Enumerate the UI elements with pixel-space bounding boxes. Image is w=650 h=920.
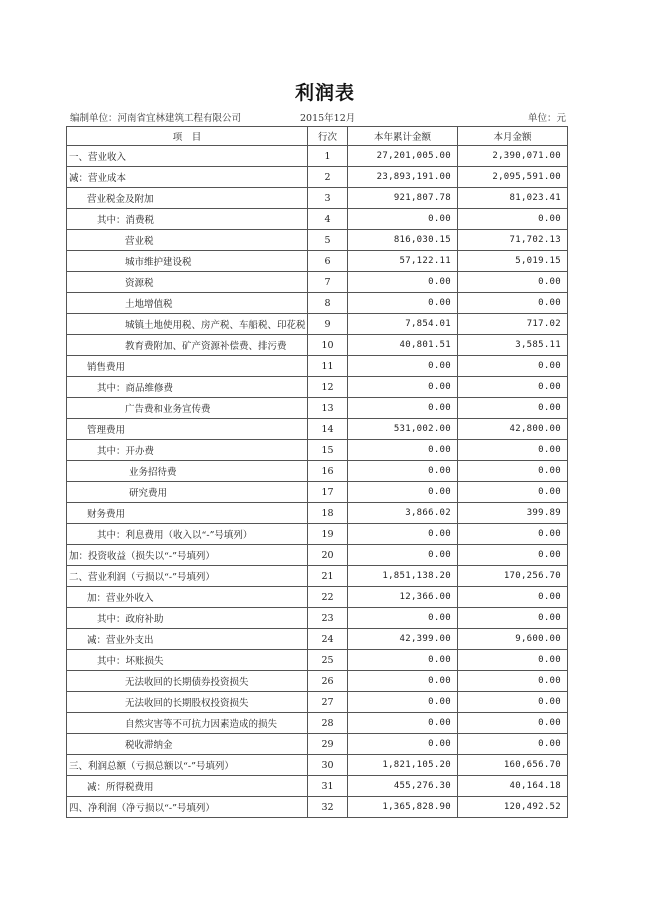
row-label: 资源税 [67,272,308,293]
table-row [67,293,568,314]
ytd-amount: 531,002.00 [348,419,458,440]
row-label: 销售费用 [67,356,308,377]
row-label: 营业税 [67,230,308,251]
row-number: 22 [308,587,348,608]
table-row [67,251,568,272]
month-amount: 0.00 [458,293,568,314]
row-number: 2 [308,167,348,188]
row-label: 研究费用 [67,482,308,503]
table-row [67,419,568,440]
month-amount: 0.00 [458,650,568,671]
table-row [67,734,568,755]
table-row [67,314,568,335]
row-label: 城市维护建设税 [67,251,308,272]
table-row [67,377,568,398]
row-number: 13 [308,398,348,419]
ytd-amount: 816,030.15 [348,230,458,251]
month-amount: 0.00 [458,671,568,692]
row-label: 税收滞纳金 [67,734,308,755]
table-row [67,272,568,293]
row-number: 27 [308,692,348,713]
ytd-amount: 40,801.51 [348,335,458,356]
month-amount: 2,095,591.00 [458,167,568,188]
ytd-amount: 7,854.01 [348,314,458,335]
row-label: 城镇土地使用税、房产税、车船税、印花税 [67,314,308,335]
table-row [67,608,568,629]
row-number: 28 [308,713,348,734]
month-amount: 0.00 [458,461,568,482]
month-amount: 40,164.18 [458,776,568,797]
header-item: 项 目 [67,127,308,146]
month-amount: 0.00 [458,356,568,377]
month-amount: 0.00 [458,209,568,230]
company-label: 编制单位：河南省宜林建筑工程有限公司 [70,113,242,124]
row-number: 8 [308,293,348,314]
ytd-amount: 0.00 [348,461,458,482]
table-row [67,356,568,377]
row-number: 20 [308,545,348,566]
table-row [67,524,568,545]
row-number: 3 [308,188,348,209]
row-number: 6 [308,251,348,272]
row-number: 17 [308,482,348,503]
row-label: 其中：政府补助 [67,608,308,629]
table-row [67,629,568,650]
month-amount: 170,256.70 [458,566,568,587]
table-row [67,503,568,524]
header-row-no: 行次 [308,127,348,146]
ytd-amount: 0.00 [348,671,458,692]
row-label: 业务招待费 [67,461,308,482]
month-amount: 0.00 [458,545,568,566]
ytd-amount: 27,201,005.00 [348,146,458,167]
table-row [67,440,568,461]
table-row [67,398,568,419]
header-month: 本月金额 [458,127,568,146]
table-row [67,209,568,230]
month-amount: 9,600.00 [458,629,568,650]
ytd-amount: 23,893,191.00 [348,167,458,188]
month-amount: 0.00 [458,482,568,503]
month-amount: 717.02 [458,314,568,335]
header-ytd: 本年累计金额 [348,127,458,146]
row-label: 自然灾害等不可抗力因素造成的损失 [67,713,308,734]
table-row [67,545,568,566]
ytd-amount: 0.00 [348,293,458,314]
income-statement-table [66,126,568,818]
ytd-amount: 0.00 [348,650,458,671]
row-label: 其中：消费税 [67,209,308,230]
row-number: 31 [308,776,348,797]
row-number: 21 [308,566,348,587]
month-amount: 0.00 [458,377,568,398]
ytd-amount: 0.00 [348,713,458,734]
ytd-amount: 1,821,105.20 [348,755,458,776]
row-label: 其中：坏账损失 [67,650,308,671]
row-label: 营业税金及附加 [67,188,308,209]
ytd-amount: 0.00 [348,377,458,398]
row-label: 三、利润总额（亏损总额以“-”号填列） [67,755,308,776]
table-row [67,776,568,797]
table-row [67,692,568,713]
month-amount: 0.00 [458,692,568,713]
ytd-amount: 0.00 [348,692,458,713]
row-number: 11 [308,356,348,377]
table-row [67,482,568,503]
row-label: 其中：利息费用（收入以“-”号填列） [67,524,308,545]
ytd-amount: 1,851,138.20 [348,566,458,587]
table-row [67,587,568,608]
month-amount: 0.00 [458,398,568,419]
table-row [67,188,568,209]
month-amount: 160,656.70 [458,755,568,776]
row-label: 无法收回的长期股权投资损失 [67,692,308,713]
month-amount: 42,800.00 [458,419,568,440]
ytd-amount: 0.00 [348,272,458,293]
row-number: 18 [308,503,348,524]
table-header-row [67,127,568,146]
month-amount: 2,390,071.00 [458,146,568,167]
row-label: 土地增值税 [67,293,308,314]
month-amount: 0.00 [458,608,568,629]
row-number: 23 [308,608,348,629]
ytd-amount: 3,866.02 [348,503,458,524]
row-number: 5 [308,230,348,251]
row-number: 14 [308,419,348,440]
row-label: 无法收回的长期债券投资损失 [67,671,308,692]
report-period: 2015年12月 [300,113,356,124]
row-number: 24 [308,629,348,650]
month-amount: 71,702.13 [458,230,568,251]
row-number: 25 [308,650,348,671]
month-amount: 399.89 [458,503,568,524]
ytd-amount: 57,122.11 [348,251,458,272]
row-label: 其中：开办费 [67,440,308,461]
row-label: 加：投资收益（损失以“-”号填列） [67,545,308,566]
row-label: 减：所得税费用 [67,776,308,797]
row-number: 9 [308,314,348,335]
ytd-amount: 921,807.78 [348,188,458,209]
row-number: 7 [308,272,348,293]
row-label: 一、营业收入 [67,146,308,167]
ytd-amount: 0.00 [348,734,458,755]
month-amount: 0.00 [458,272,568,293]
row-number: 4 [308,209,348,230]
table-row [67,167,568,188]
table-row [67,755,568,776]
currency-unit: 单位：元 [527,113,566,124]
row-number: 26 [308,671,348,692]
row-number: 15 [308,440,348,461]
ytd-amount: 0.00 [348,608,458,629]
month-amount: 3,585.11 [458,335,568,356]
row-label: 减：营业外支出 [67,629,308,650]
month-amount: 5,019.15 [458,251,568,272]
month-amount: 0.00 [458,713,568,734]
ytd-amount: 0.00 [348,482,458,503]
row-number: 16 [308,461,348,482]
row-label: 二、营业利润（亏损以“-”号填列） [67,566,308,587]
table-row [67,461,568,482]
row-label: 广告费和业务宣传费 [67,398,308,419]
table-body [67,146,568,818]
month-amount: 120,492.52 [458,797,568,818]
row-label: 财务费用 [67,503,308,524]
ytd-amount: 0.00 [348,398,458,419]
table-row [67,713,568,734]
row-number: 1 [308,146,348,167]
table-row [67,797,568,818]
table-row [67,650,568,671]
month-amount: 81,023.41 [458,188,568,209]
table-row [67,566,568,587]
row-number: 12 [308,377,348,398]
ytd-amount: 0.00 [348,209,458,230]
ytd-amount: 455,276.30 [348,776,458,797]
row-number: 29 [308,734,348,755]
row-label: 其中：商品维修费 [67,377,308,398]
row-number: 30 [308,755,348,776]
ytd-amount: 0.00 [348,545,458,566]
row-number: 19 [308,524,348,545]
month-amount: 0.00 [458,440,568,461]
report-title: 利润表 [294,82,355,104]
table-row [67,671,568,692]
row-number: 32 [308,797,348,818]
ytd-amount: 0.00 [348,356,458,377]
row-label: 管理费用 [67,419,308,440]
ytd-amount: 0.00 [348,524,458,545]
table-row [67,146,568,167]
ytd-amount: 1,365,828.90 [348,797,458,818]
ytd-amount: 0.00 [348,440,458,461]
row-label: 加：营业外收入 [67,587,308,608]
month-amount: 0.00 [458,734,568,755]
month-amount: 0.00 [458,587,568,608]
ytd-amount: 12,366.00 [348,587,458,608]
row-label: 四、净利润（净亏损以“-”号填列） [67,797,308,818]
ytd-amount: 42,399.00 [348,629,458,650]
table-row [67,335,568,356]
row-label: 减：营业成本 [67,167,308,188]
row-label: 教育费附加、矿产资源补偿费、排污费 [67,335,308,356]
table-row [67,230,568,251]
month-amount: 0.00 [458,524,568,545]
row-number: 10 [308,335,348,356]
